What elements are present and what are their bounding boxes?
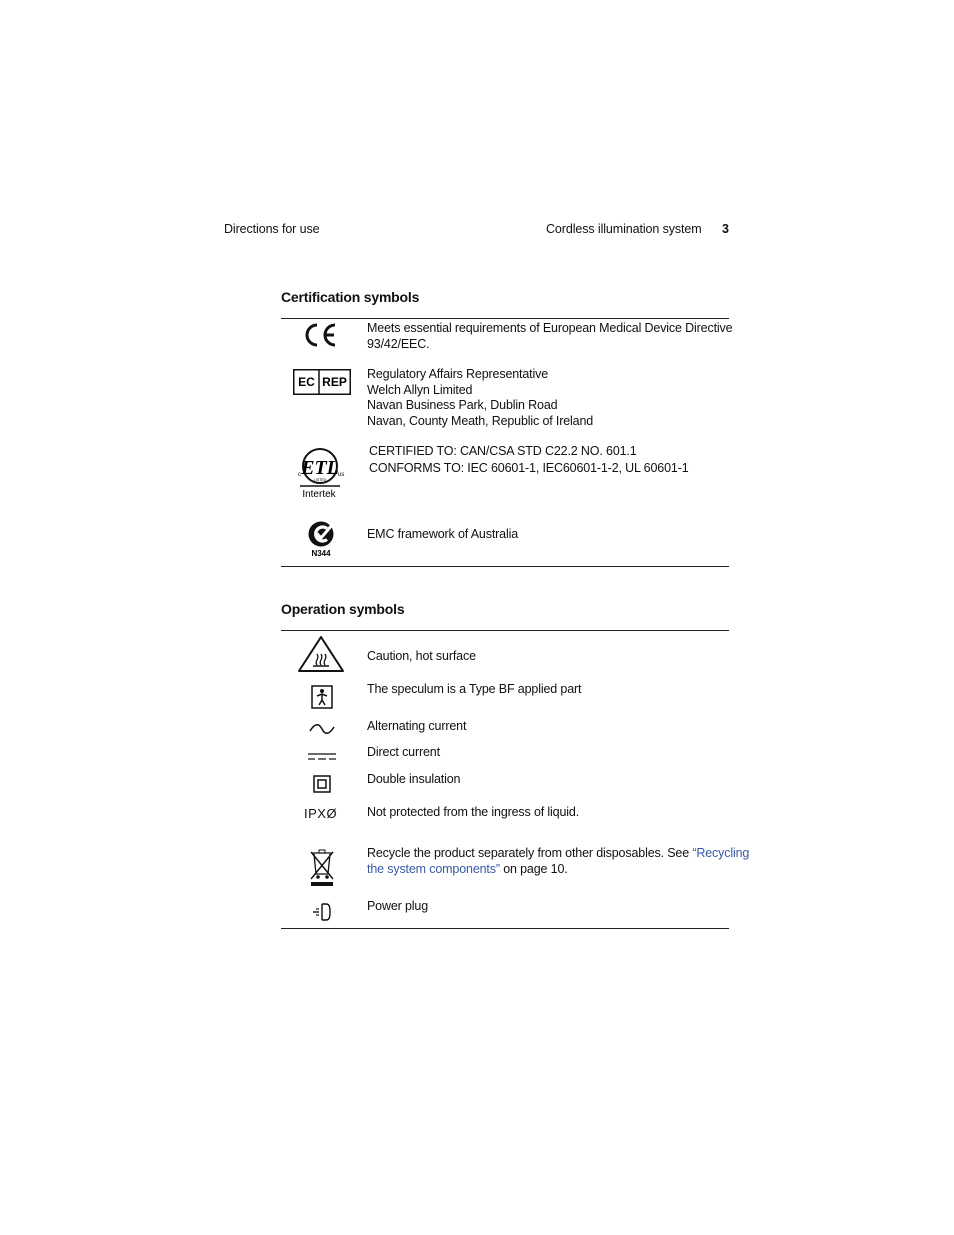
section-bottom-rule xyxy=(281,566,729,567)
etl-intertek-icon xyxy=(295,443,347,501)
ipx0-description: Not protected from the ingress of liquid. xyxy=(367,805,580,819)
c-tick-number: N344 xyxy=(311,549,331,558)
c-tick-icon xyxy=(305,520,339,560)
etl-c-mark: c xyxy=(298,472,301,478)
ce-mark-description: Meets essential requirements of European Medical Device Directive 93/42/EEC. xyxy=(367,321,733,351)
double-insulation-description: Double insulation xyxy=(367,772,461,786)
section-bottom-rule xyxy=(281,928,729,929)
power-plug-description: Power plug xyxy=(367,899,429,913)
double-insulation-icon xyxy=(313,775,331,793)
svg-text:LISTED: LISTED xyxy=(313,478,327,482)
section-top-rule xyxy=(281,630,729,631)
section-top-rule xyxy=(281,318,729,319)
page-number: 3 xyxy=(722,222,729,236)
operation-section-title: Operation symbols xyxy=(281,601,405,617)
ec-rep-icon-rep: REP xyxy=(322,375,347,389)
intertek-wordmark: Intertek xyxy=(302,489,336,500)
alternating-current-icon xyxy=(309,722,335,736)
hot-surface-warning-icon xyxy=(297,635,345,673)
etl-us-mark: us xyxy=(338,472,345,478)
weee-recycle-icon xyxy=(309,848,335,888)
power-plug-icon xyxy=(312,902,332,922)
type-bf-applied-part-icon xyxy=(311,685,333,709)
alternating-current-description: Alternating current xyxy=(367,719,467,733)
direct-current-icon xyxy=(307,752,337,762)
etl-certification-text: CERTIFIED TO: CAN/CSA STD C22.2 NO. 601.1 CONFORMS TO: IEC 60601-1, IEC60601-1-2, UL 60601-1 xyxy=(369,444,689,475)
running-header-title: Cordless illumination system xyxy=(546,222,702,236)
hot-surface-description: Caution, hot surface xyxy=(367,649,476,663)
type-bf-description: The speculum is a Type BF applied part xyxy=(367,682,582,696)
recycling-link[interactable]: “Recycling xyxy=(692,846,750,860)
running-header-left: Directions for use xyxy=(224,222,320,236)
svg-text:ETL: ETL xyxy=(301,457,339,479)
direct-current-description: Direct current xyxy=(367,745,440,759)
recycling-link-continued[interactable]: the system components” xyxy=(367,861,500,876)
ce-mark-icon xyxy=(303,321,339,349)
ec-rep-address: Regulatory Affairs Representative Welch Allyn Limited Navan Business Park, Dublin Road Navan, County Meath, Republic of Ireland xyxy=(367,367,594,428)
ec-rep-icon-ec: EC xyxy=(298,375,315,389)
ec-rep-icon xyxy=(293,369,351,395)
ipx0-icon: IPXØ xyxy=(304,806,338,821)
c-tick-description: EMC framework of Australia xyxy=(367,527,519,541)
weee-description: Recycle the product separately from other disposables. See “Recycling the system components” on page 10. xyxy=(367,846,750,876)
certification-section-title: Certification symbols xyxy=(281,289,420,305)
